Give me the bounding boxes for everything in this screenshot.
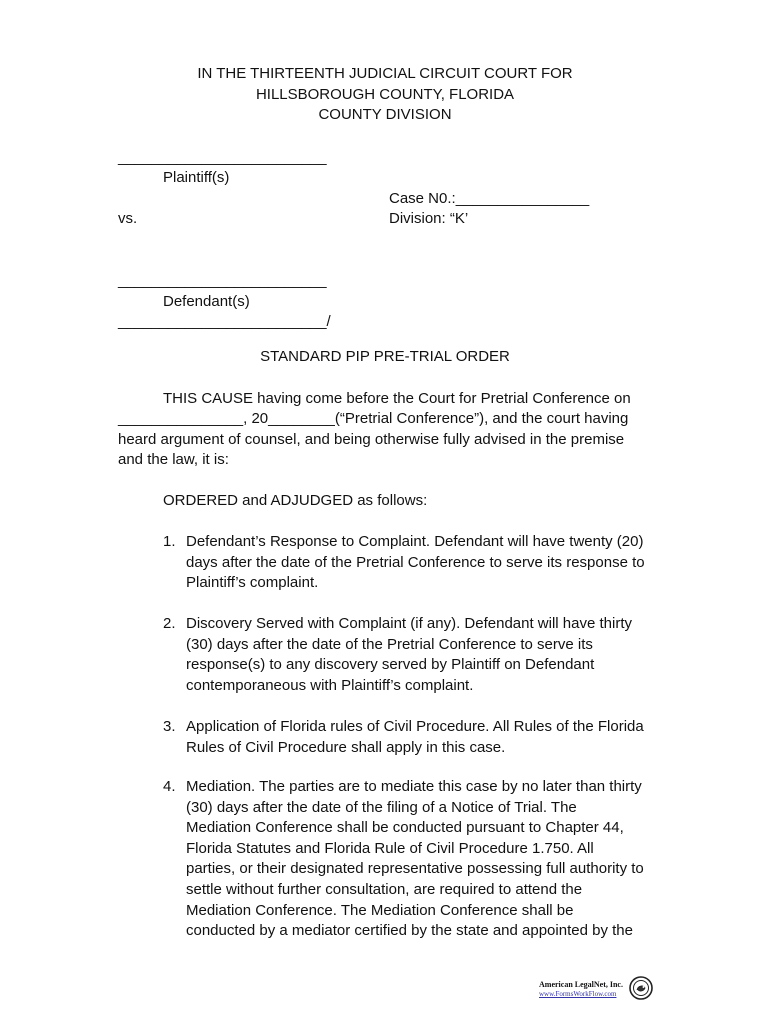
division: Division: “K’ <box>389 210 469 227</box>
item-line: Application of Florida rules of Civil Procedure. All Rules of the Florida <box>186 718 644 735</box>
court-heading-line3: COUNTY DIVISION <box>318 106 452 123</box>
publisher-name: American LegalNet, Inc. <box>539 980 623 989</box>
item-line: contemporaneous with Plaintiff’s complaint. <box>186 676 474 694</box>
case-number: Case N0.:________________ <box>389 190 590 207</box>
item-paragraph <box>186 717 644 758</box>
order-title: STANDARD PIP PRE-TRIAL ORDER <box>260 348 510 365</box>
item-paragraph <box>186 532 645 594</box>
item-line: (30) days after the date of the filing of a Notice of Trial. The <box>186 798 577 816</box>
defendant-label: Defendant(s) <box>163 293 250 310</box>
intro-line: heard argument of counsel, and being otherwise fully advised in the premise <box>118 431 625 448</box>
court-heading-line2: HILLSBOROUGH COUNTY, FLORIDA <box>255 86 515 103</box>
seal-icon <box>629 976 653 1000</box>
item-line: Mediation Conference. The Mediation Conference shall be <box>186 901 574 919</box>
item-line: Discovery Served with Complaint (if any). Defendant will have thirty <box>186 615 633 632</box>
item-line: Rules of Civil Procedure shall apply in this case. <box>186 738 506 756</box>
item-paragraph <box>186 777 644 942</box>
item-line: Florida Statutes and Florida Rule of Civil Procedure 1.750. All <box>186 839 594 857</box>
item-line: parties, or their designated representative possessing full authority to <box>186 860 644 878</box>
item-line: response(s) to any discovery served by Plaintiff on Defendant <box>186 656 595 674</box>
item-line: Mediation. The parties are to mediate this case by no later than thirty <box>186 778 642 795</box>
item-number: 3. <box>163 718 176 735</box>
plaintiff-blank: _________________________ <box>118 149 327 166</box>
defendant-blank: _________________________ <box>118 272 327 289</box>
item-line: Defendant’s Response to Complaint. Defendant will have twenty (20) <box>186 533 644 550</box>
item-line: Mediation Conference shall be conducted pursuant to Chapter 44, <box>186 819 624 837</box>
intro-line: THIS CAUSE having come before the Court for Pretrial Conference on <box>163 390 631 407</box>
publisher-website-link[interactable]: www.FormsWorkFlow.com <box>539 990 617 998</box>
item-paragraph <box>186 614 632 696</box>
item-number: 2. <box>163 615 176 632</box>
plaintiff-label: Plaintiff(s) <box>163 169 230 186</box>
versus: vs. <box>118 210 138 227</box>
item-line: days after the date of the Pretrial Conference to serve its response to <box>186 553 645 571</box>
court-heading-line1: IN THE THIRTEENTH JUDICIAL CIRCUIT COURT FOR <box>197 65 573 82</box>
ordered-adjudged: ORDERED and ADJUDGED as follows: <box>163 492 428 509</box>
intro-line: and the law, it is: <box>118 451 229 468</box>
item-line: conducted by a mediator certified by the state and appointed by the <box>186 922 633 940</box>
publisher-badge <box>535 976 655 1002</box>
item-number: 1. <box>163 533 176 550</box>
caption-closing-blank: _________________________/ <box>118 313 331 330</box>
item-line: (30) days after the date of the Pretrial Conference to serve its <box>186 635 593 653</box>
item-number: 4. <box>163 778 176 795</box>
intro-line: _______________, 20________(“Pretrial Conference”), and the court having <box>118 410 629 427</box>
item-line: Plaintiff’s complaint. <box>186 574 319 592</box>
item-line: settle without further consultation, are required to attend the <box>186 880 583 898</box>
